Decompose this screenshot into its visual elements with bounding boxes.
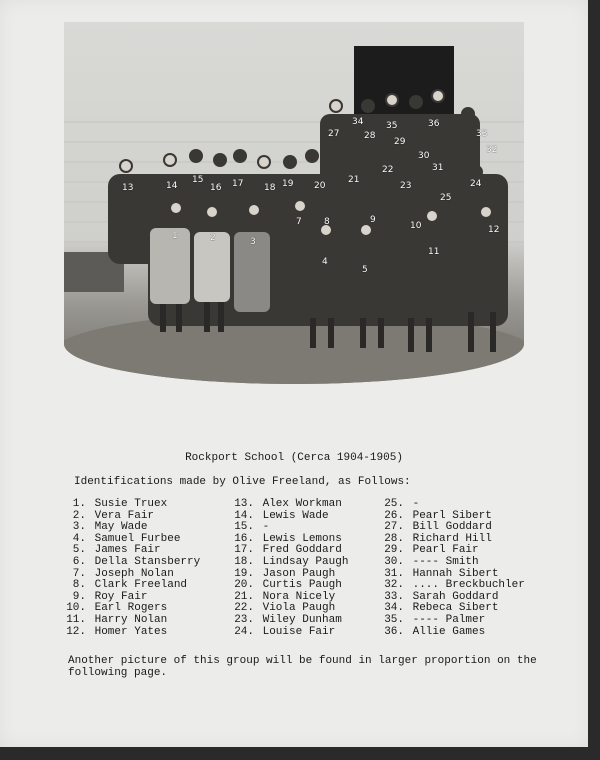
list-item: 29. Pearl Fair xyxy=(384,544,479,557)
list-item: 8. Clark Freeland xyxy=(72,579,188,592)
photo-label: 17 xyxy=(232,179,244,189)
list-item: 1. Susie Truex xyxy=(72,498,168,510)
photo-label: 32 xyxy=(486,145,498,155)
list-item: 22. Viola Paugh xyxy=(234,602,336,615)
photo-label: 14 xyxy=(166,181,178,191)
photo-label: 2 xyxy=(210,233,216,243)
identification-intro: Identifications made by Olive Freeland, as Follows: xyxy=(74,476,411,488)
list-item: 9. Roy Fair xyxy=(72,590,148,603)
photo-label: 5 xyxy=(362,265,368,275)
photo-label: 1 xyxy=(172,231,178,241)
list-item: 14. Lewis Wade xyxy=(234,509,329,522)
group-photo xyxy=(64,22,524,384)
list-item: 34. Rebeca Sibert xyxy=(384,602,499,615)
photo-label: 22 xyxy=(382,165,394,175)
list-item: 26. Pearl Sibert xyxy=(384,509,492,522)
photo-label: 31 xyxy=(432,163,444,173)
photo-label: 24 xyxy=(470,179,482,189)
list-item: 30. ---- Smith xyxy=(384,555,479,568)
photo-label: 25 xyxy=(440,193,452,203)
list-item: 15. - xyxy=(234,521,270,534)
photo-label: 11 xyxy=(428,247,440,257)
photo-label: 16 xyxy=(210,183,222,193)
photo-label: 28 xyxy=(364,131,376,141)
photo-label: 7 xyxy=(296,217,302,227)
footer-note: Another picture of this group will be found in larger proportion on the following page. xyxy=(68,655,537,679)
photo-label: 36 xyxy=(428,119,440,129)
photo-label: 18 xyxy=(264,183,276,193)
list-item: 35. ---- Palmer xyxy=(384,613,486,626)
list-item: 36. Allie Games xyxy=(384,625,486,638)
list-item: 31. Hannah Sibert xyxy=(384,567,499,580)
photo-label: 30 xyxy=(418,151,430,161)
list-item: 11. Harry Nolan xyxy=(66,613,168,626)
list-item: 23. Wiley Dunham xyxy=(234,613,342,626)
photo-label: 20 xyxy=(314,181,326,191)
list-item: 24. Louise Fair xyxy=(234,625,336,638)
names-column-3 xyxy=(382,499,525,638)
list-item: 6. Della Stansberry xyxy=(72,555,201,568)
photo-label: 9 xyxy=(370,215,376,225)
list-item: 17. Fred Goddard xyxy=(234,544,342,557)
photo-label: 15 xyxy=(192,175,204,185)
list-item: 3. May Wade xyxy=(72,521,148,534)
photo-label: 19 xyxy=(282,179,294,189)
list-item: 19. Jason Paugh xyxy=(234,567,336,580)
list-item: 33. Sarah Goddard xyxy=(384,590,499,603)
list-item: 13. Alex Workman xyxy=(234,498,342,510)
list-item: 12. Homer Yates xyxy=(66,625,168,638)
document-title: Rockport School (Cerca 1904-1905) xyxy=(185,452,403,464)
photo-label: 4 xyxy=(322,257,328,267)
photo-label: 23 xyxy=(400,181,412,191)
list-item: 16. Lewis Lemons xyxy=(234,532,342,545)
photo-label: 21 xyxy=(348,175,360,185)
names-column-1 xyxy=(64,499,200,638)
photo-label: 33 xyxy=(476,129,488,139)
list-item: 25. - xyxy=(384,498,420,510)
photo-label: 3 xyxy=(250,237,256,247)
photo-label: 27 xyxy=(328,129,340,139)
photo-label: 13 xyxy=(122,183,134,193)
list-item: 32. .... Breckbuchler xyxy=(384,579,525,592)
photo-label: 29 xyxy=(394,137,406,147)
list-item: 7. Joseph Nolan xyxy=(72,567,174,580)
list-item: 2. Vera Fair xyxy=(72,509,155,522)
list-item: 28. Richard Hill xyxy=(384,532,492,545)
list-item: 21. Nora Nicely xyxy=(234,590,336,603)
list-item: 5. James Fair xyxy=(72,544,161,557)
photo-label: 8 xyxy=(324,217,330,227)
list-item: 18. Lindsay Paugh xyxy=(234,555,349,568)
group-photo-drawing xyxy=(64,22,524,384)
list-item: 10. Earl Rogers xyxy=(66,602,168,615)
names-column-2 xyxy=(232,499,348,638)
photo-label: 10 xyxy=(410,221,422,231)
list-item: 4. Samuel Furbee xyxy=(72,532,181,545)
photo-label: 12 xyxy=(488,225,500,235)
list-item: 20. Curtis Paugh xyxy=(234,579,342,592)
list-item: 27. Bill Goddard xyxy=(384,521,492,534)
photo-label: 35 xyxy=(386,121,398,131)
photo-label: 34 xyxy=(352,117,364,127)
